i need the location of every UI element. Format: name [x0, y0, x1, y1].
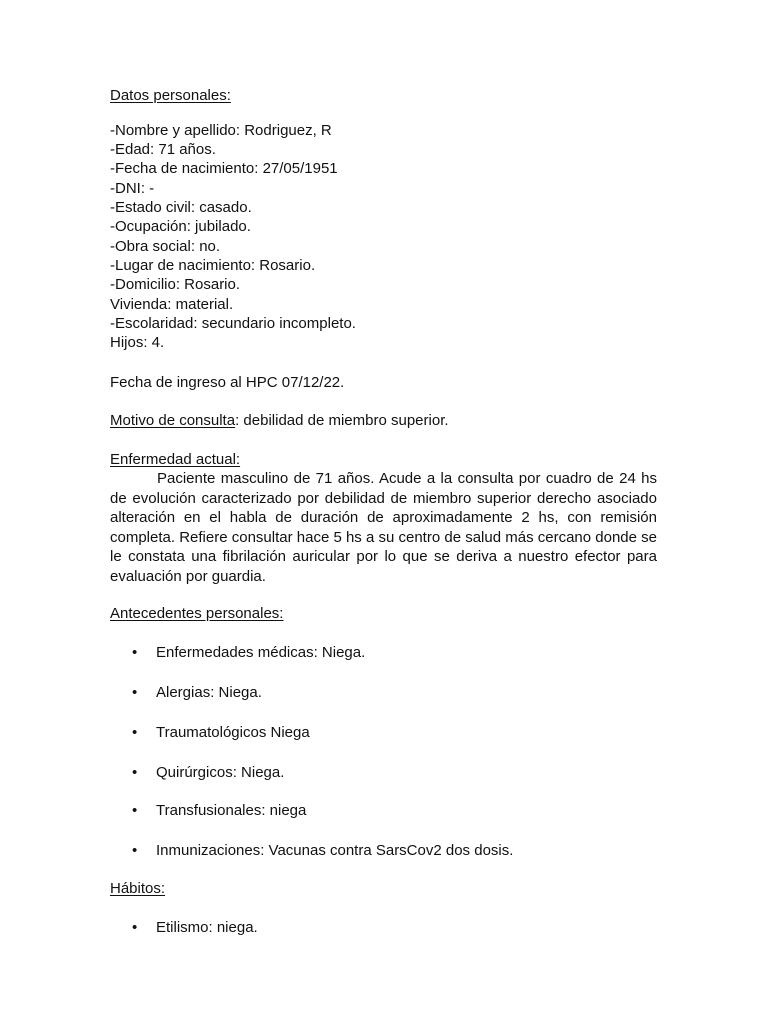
habit-item: Etilismo: niega. [156, 919, 258, 936]
bullet-icon: • [132, 802, 138, 819]
personal-data-line: Vivienda: material. [110, 296, 234, 313]
personal-data-line: -Edad: 71 años. [110, 141, 216, 158]
antecedent-item: Enfermedades médicas: Niega. [156, 644, 366, 661]
personal-data-line: -Fecha de nacimiento: 27/05/1951 [110, 160, 338, 177]
bullet-icon: • [132, 684, 138, 701]
personal-data-line: -Obra social: no. [110, 238, 221, 255]
antecedent-item: Alergias: Niega. [156, 684, 262, 701]
bullet-icon: • [132, 764, 138, 781]
personal-data-line: Hijos: 4. [110, 334, 165, 351]
bullet-icon: • [132, 644, 138, 661]
admission-date: Fecha de ingreso al HPC 07/12/22. [110, 374, 345, 391]
section-heading-habitos: Hábitos: [110, 880, 166, 897]
personal-data-line: -Escolaridad: secundario incompleto. [110, 315, 356, 332]
personal-data-line: -Ocupación: jubilado. [110, 218, 251, 235]
personal-data-line: -Estado civil: casado. [110, 199, 252, 216]
antecedent-item: Traumatológicos Niega [156, 724, 310, 741]
personal-data-line: -DNI: - [110, 180, 155, 197]
section-heading-antecedentes: Antecedentes personales: [110, 605, 284, 622]
bullet-icon: • [132, 919, 138, 936]
current-illness-paragraph: Paciente masculino de 71 años. Acude a la consulta por cuadro de 24 hs de evolución caracterizado por debilidad de miembro superior derecho asociado alteración en el habla de duración de aproximadamente 2 hs, con remisión completa. Refiere consultar hace 5 hs a su centro de salud más cercano donde se le constata una fibrilación auricular por lo que se deriva a nuestro efector para evaluación por guardia. [110, 470, 657, 585]
section-heading-enfermedad-actual: Enfermedad actual: [110, 451, 241, 468]
bullet-icon: • [132, 724, 138, 741]
personal-data-line: -Lugar de nacimiento: Rosario. [110, 257, 316, 274]
bullet-icon: • [132, 842, 138, 859]
section-heading-datos-personales: Datos personales: [110, 87, 231, 104]
antecedent-item: Transfusionales: niega [156, 802, 307, 819]
personal-data-line: -Domicilio: Rosario. [110, 276, 241, 293]
antecedent-item: Quirúrgicos: Niega. [156, 764, 285, 781]
consultation-reason [110, 411, 449, 430]
antecedent-item: Inmunizaciones: Vacunas contra SarsCov2 dos dosis. [156, 842, 514, 859]
consultation-reason-label: Motivo de consulta [110, 412, 236, 429]
consultation-reason-text: : debilidad de miembro superior. [235, 412, 449, 429]
personal-data-line: -Nombre y apellido: Rodriguez, R [110, 122, 332, 139]
